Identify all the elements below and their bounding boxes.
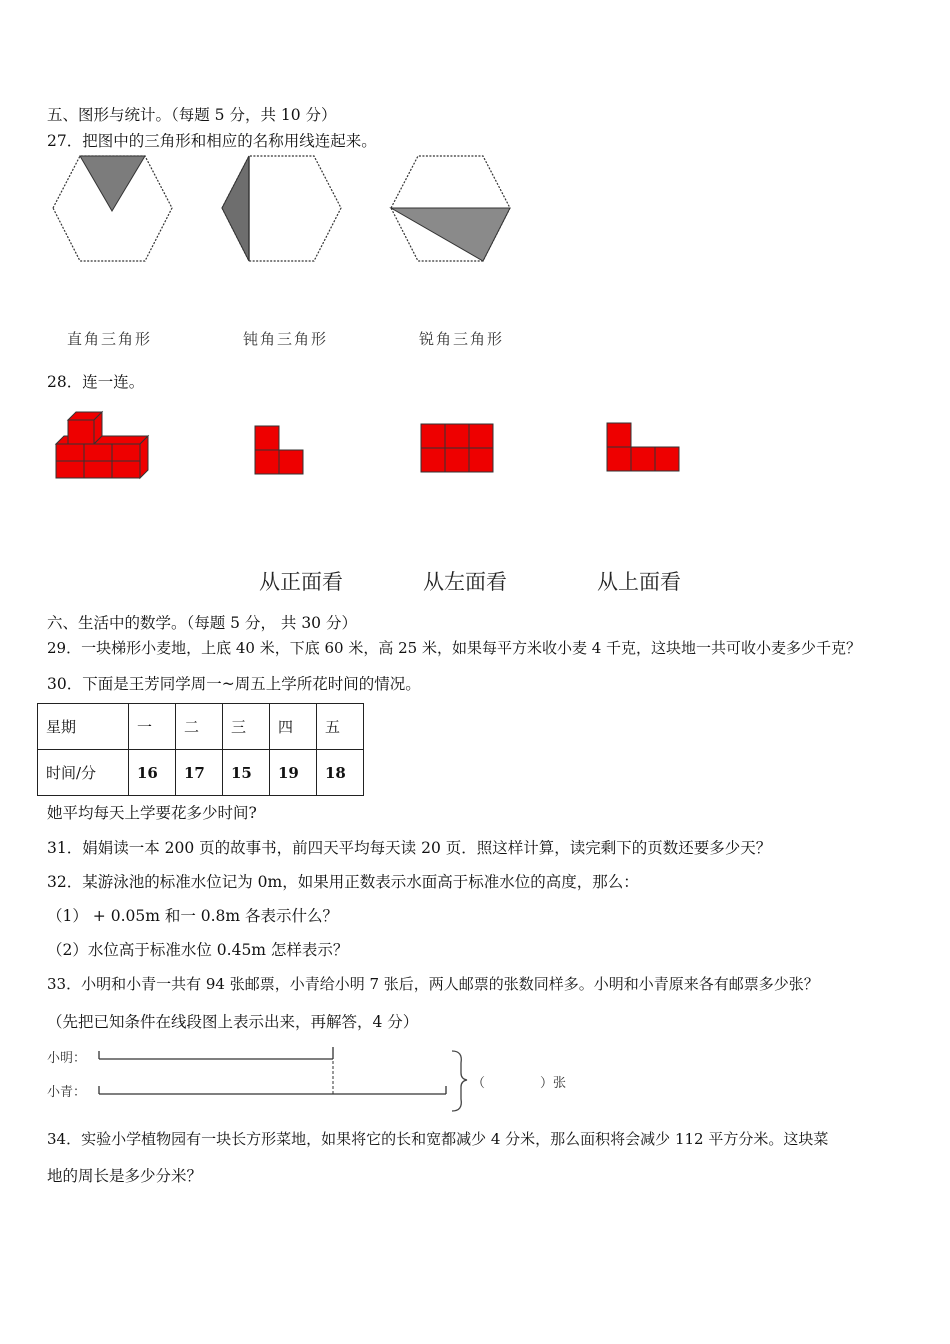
- table-row: [38, 704, 364, 750]
- section5-heading: 五、图形与统计。（每题 5 分，共 10 分）: [47, 106, 337, 124]
- label-obtuse-triangle: 钝角三角形: [243, 330, 329, 348]
- question-30: 30．下面是王芳同学周一~周五上学所花时间的情况。: [47, 675, 421, 693]
- question-29: 29．一块梯形小麦地，上底 40 米，下底 60 米，高 25 米，如果每平方米收小麦 4 千克，这块地一共可收小麦多少千克？: [47, 639, 862, 657]
- question-32: 32．某游泳池的标准水位记为 0m，如果用正数表示水面高于标准水位的高度，那么：: [47, 873, 639, 891]
- table-cell: 四: [270, 704, 317, 750]
- hexagon-obtuse-triangle: [222, 156, 341, 261]
- table-header-time: 时间/分: [38, 750, 129, 796]
- diagram-bracket-open: （: [472, 1076, 486, 1091]
- table-cell: 18: [317, 750, 364, 796]
- question-30-ask: 她平均每天上学要花多少时间?: [47, 804, 257, 822]
- label-top-view: 从上面看: [597, 570, 681, 594]
- label-acute-triangle: 锐角三角形: [419, 330, 505, 348]
- table-cell: 三: [223, 704, 270, 750]
- diagram-label-xiaoqing: 小青：: [47, 1085, 87, 1100]
- diagram-label-xiaoming: 小明：: [47, 1051, 87, 1066]
- view-rectangle: [421, 424, 493, 472]
- commute-time-table: [37, 703, 364, 796]
- question-31: 31．娟娟读一本 200 页的故事书，前四天平均每天读 20 页．照这样计算，读完剩下的页数还要多少天？: [47, 839, 772, 857]
- table-header-weekday: 星期: [38, 704, 129, 750]
- question-34-line1: 34．实验小学植物园有一块长方形菜地，如果将它的长和宽都减少 4 分米，那么面积将会减少 112 平方分米。这块菜: [47, 1130, 829, 1148]
- view-l-shape: [255, 426, 303, 474]
- cube-figures: [50, 405, 690, 485]
- diagram-answer-unit: ）张: [540, 1076, 567, 1091]
- question-33: 33．小明和小青一共有 94 张邮票，小青给小明 7 张后，两人邮票的张数同样多。小明和小青原来各有邮票多少张？: [47, 975, 819, 993]
- question-27: 27．把图中的三角形和相应的名称用线连起来。: [47, 132, 377, 150]
- line-segment-diagram: [95, 1043, 485, 1115]
- hexagon-right-triangle: [53, 156, 172, 261]
- hexagon-acute-triangle: [391, 156, 510, 261]
- table-cell: 15: [223, 750, 270, 796]
- table-cell: 五: [317, 704, 364, 750]
- section6-heading: 六、生活中的数学。（每题 5 分， 共 30 分）: [47, 614, 357, 632]
- table-cell: 16: [129, 750, 176, 796]
- label-right-triangle: 直角三角形: [67, 330, 153, 348]
- table-row: [38, 750, 364, 796]
- question-33-note: （先把已知条件在线段图上表示出来，再解答，4 分）: [47, 1013, 419, 1031]
- question-32-part1: （1） + 0.05m 和一 0.8m 各表示什么？: [47, 907, 339, 925]
- view-long-l-shape: [607, 423, 679, 471]
- hexagon-figures: [48, 153, 518, 268]
- table-cell: 一: [129, 704, 176, 750]
- cube-assembly-3d: [56, 412, 148, 478]
- label-left-view: 从左面看: [423, 570, 507, 594]
- table-cell: 17: [176, 750, 223, 796]
- table-cell: 19: [270, 750, 317, 796]
- question-32-part2: （2）水位高于标准水位 0.45m 怎样表示？: [47, 941, 349, 959]
- table-cell: 二: [176, 704, 223, 750]
- question-28: 28．连一连。: [47, 373, 145, 391]
- question-34-line2: 地的周长是多少分米？: [47, 1167, 203, 1185]
- label-front-view: 从正面看: [259, 570, 343, 594]
